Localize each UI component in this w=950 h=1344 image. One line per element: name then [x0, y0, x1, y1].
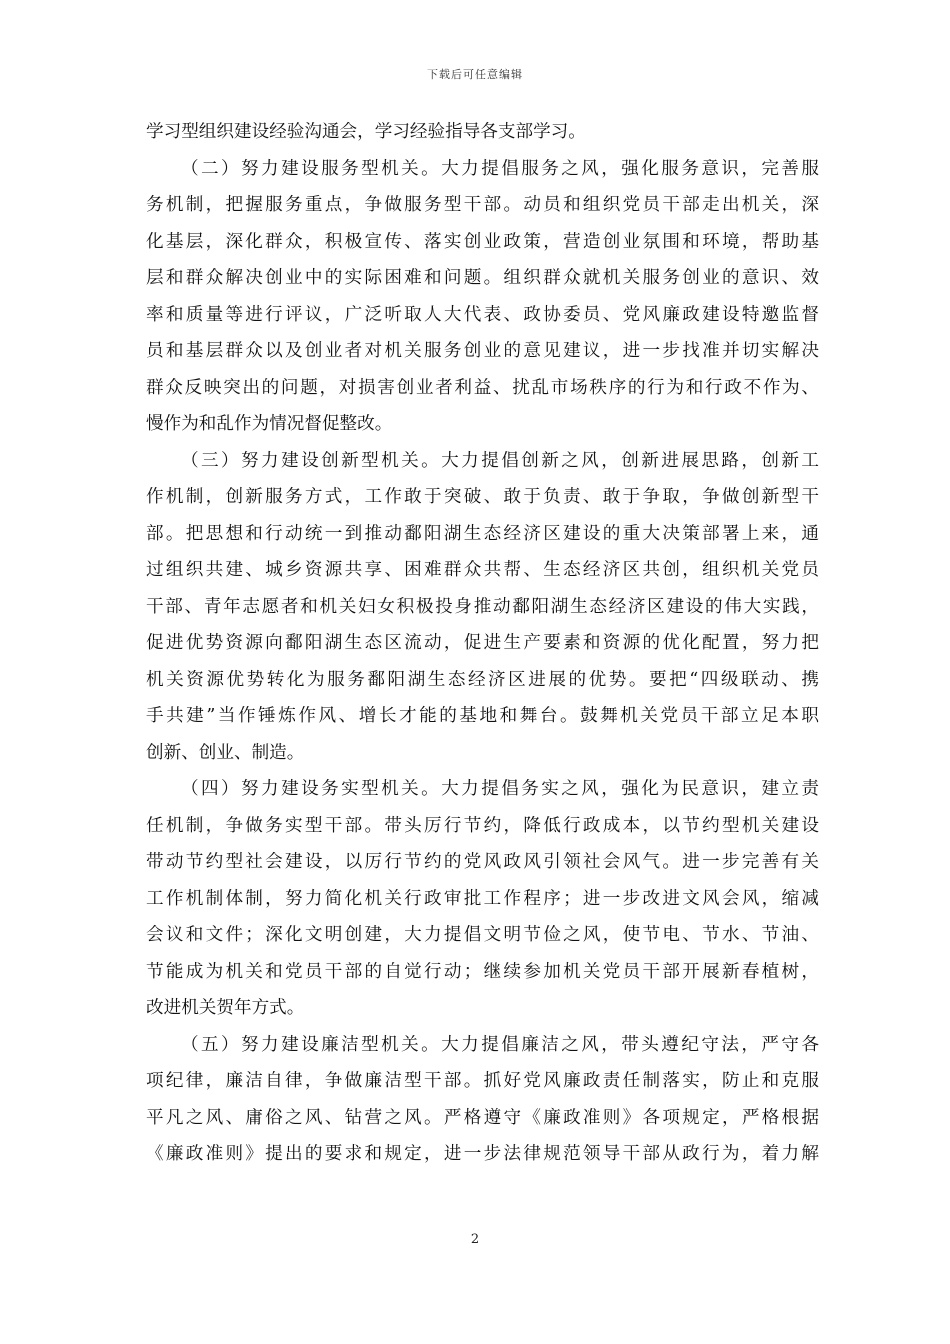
- text-line: 改进机关贺年方式。: [146, 998, 305, 1018]
- text-line: 会议和文件；深化文明创建，大力提倡文明节俭之风，使节电、节水、节油、: [146, 925, 819, 945]
- document-body: [146, 114, 819, 1173]
- text-line: 率和质量等进行评议，广泛听取人大代表、政协委员、党风廉政建设特邀监督: [146, 304, 819, 325]
- text-line: （二）努力建设服务型机关。大力提倡服务之风，强化服务意识，完善服: [181, 158, 819, 179]
- text-line: 机关资源优势转化为服务鄱阳湖生态经济区进展的优势。要把“四级联动、携: [146, 669, 819, 690]
- page-header-note: 下载后可任意编辑: [427, 68, 523, 81]
- text-line: （三）努力建设创新型机关。大力提倡创新之风，创新进展思路，创新工: [181, 450, 819, 471]
- text-line: 干部、青年志愿者和机关妇女积极投身推动鄱阳湖生态经济区建设的伟大实践，: [146, 596, 819, 617]
- page-number: 2: [470, 1232, 480, 1247]
- text-line: （五）努力建设廉洁型机关。大力提倡廉洁之风，带头遵纪守法，严守各: [181, 1034, 819, 1055]
- text-line: 作机制，创新服务方式，工作敢于突破、敢于负责、敢于争取，争做创新型干: [146, 487, 819, 507]
- text-line: 创新、创业、制造。: [146, 742, 305, 763]
- text-line: 慢作为和乱作为情况督促整改。: [146, 414, 393, 434]
- text-line: 手共建”当作锤炼作风、增长才能的基地和舞台。鼓舞机关党员干部立足本职: [146, 706, 819, 726]
- text-line: 平凡之风、庸俗之风、钻营之风。严格遵守《廉政准则》各项规定，严格根据: [146, 1107, 819, 1128]
- text-line: 员和基层群众以及创业者对机关服务创业的意见建议，进一步找准并切实解决: [146, 341, 819, 361]
- text-line: 项纪律，廉洁自律，争做廉洁型干部。抓好党风廉政责任制落实，防止和克服: [146, 1071, 819, 1091]
- text-line: 群众反映突出的问题，对损害创业者利益、扰乱市场秩序的行为和行政不作为、: [146, 377, 819, 398]
- text-line: 任机制，争做务实型干部。带头厉行节约，降低行政成本，以节约型机关建设: [146, 815, 819, 836]
- text-line: （四）努力建设务实型机关。大力提倡务实之风，强化为民意识，建立责: [181, 779, 819, 799]
- text-line: 促进优势资源向鄱阳湖生态区流动，促进生产要素和资源的优化配置，努力把: [146, 633, 819, 653]
- text-line: 务机制，把握服务重点，争做服务型干部。动员和组织党员干部走出机关，深: [146, 195, 819, 215]
- text-line: 过组织共建、城乡资源共享、困难群众共帮、生态经济区共创，组织机关党员: [146, 560, 819, 580]
- text-line: 工作机制体制，努力简化机关行政审批工作程序；进一步改进文风会风，缩减: [146, 888, 819, 909]
- text-line: 带动节约型社会建设，以厉行节约的党风政风引领社会风气。进一步完善有关: [146, 852, 819, 872]
- text-line: 学习型组织建设经验沟通会，学习经验指导各支部学习。: [146, 122, 586, 142]
- text-line: 部。把思想和行动统一到推动鄱阳湖生态经济区建设的重大决策部署上来，通: [146, 523, 819, 544]
- text-line: 化基层，深化群众，积极宣传、落实创业政策，营造创业氛围和环境，帮助基: [146, 231, 819, 252]
- text-line: 节能成为机关和党员干部的自觉行动；继续参加机关党员干部开展新春植树，: [146, 961, 819, 982]
- text-line: 《廉政准则》提出的要求和规定，进一步法律规范领导干部从政行为，着力解: [146, 1144, 819, 1164]
- text-line: 层和群众解决创业中的实际困难和问题。组织群众就机关服务创业的意识、效: [146, 268, 819, 288]
